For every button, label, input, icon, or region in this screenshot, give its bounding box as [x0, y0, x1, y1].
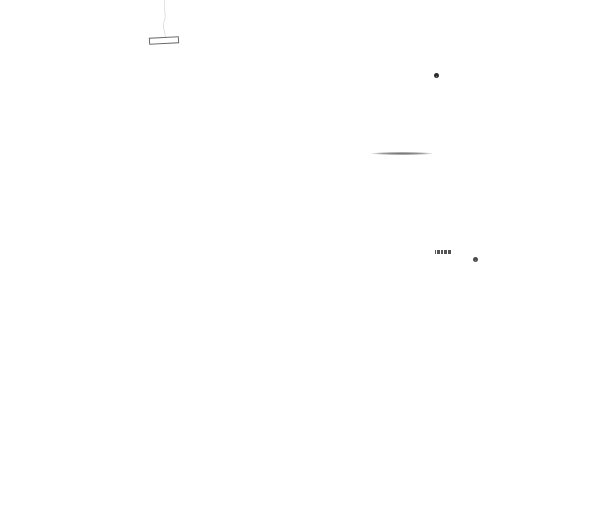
chevron-right-icon: › [475, 257, 476, 262]
forward-button[interactable] [473, 257, 478, 262]
hanging-sign-line-1 [152, 40, 176, 41]
hanging-string [156, 0, 176, 38]
next-button[interactable] [434, 73, 439, 78]
hanging-sign-line-2 [152, 40, 176, 41]
chevron-right-icon: › [436, 73, 437, 78]
hanging-sign [149, 36, 179, 45]
shadow-divider [371, 152, 433, 155]
barcode-strip [435, 250, 451, 254]
